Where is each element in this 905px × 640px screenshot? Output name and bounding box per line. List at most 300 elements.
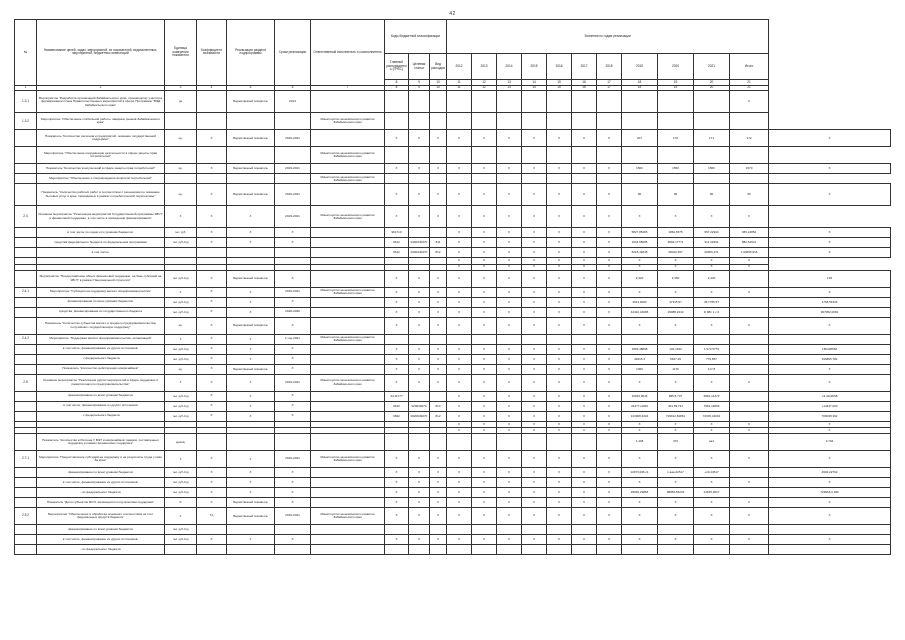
row-year-value: X xyxy=(472,130,497,147)
row-responsible xyxy=(311,535,385,545)
row-year-value xyxy=(769,334,891,344)
row-razdel: X xyxy=(409,498,430,508)
row-program: X xyxy=(227,391,275,401)
row-year-value: X xyxy=(547,307,572,317)
row-year-value: X xyxy=(447,184,472,206)
row-year-value xyxy=(547,334,572,344)
row-coef: X xyxy=(197,411,227,421)
row-coef xyxy=(197,545,227,555)
row-year-value: X xyxy=(497,206,522,228)
row-number: 2.4 xyxy=(15,206,37,228)
row-grbs: X xyxy=(385,206,409,228)
row-year-value: 1570 xyxy=(730,164,769,174)
row-program: Ведомственный показатель xyxy=(227,184,275,206)
row-units: ед. xyxy=(165,317,197,334)
row-year-value: X xyxy=(769,228,891,238)
row-responsible: Министерство экономического развития Забайкальского края xyxy=(311,287,385,297)
row-year-value: X xyxy=(658,478,694,488)
row-task: в том числе, финансирование из других источников: xyxy=(37,344,165,354)
row-year-value xyxy=(622,147,658,164)
row-year-value: X xyxy=(497,401,522,411)
row-year-value: X xyxy=(447,317,472,334)
row-program: X xyxy=(227,287,275,297)
row-year-value: X xyxy=(497,421,522,427)
row-razdel: X xyxy=(409,535,430,545)
row-year-value xyxy=(730,147,769,164)
row-coef xyxy=(197,113,227,130)
row-number xyxy=(15,248,37,258)
row-year-value: X xyxy=(447,488,472,498)
row-year-value: X xyxy=(497,307,522,317)
row-year-value: 28010,457 xyxy=(658,248,694,258)
table-row xyxy=(15,248,891,258)
row-year-value: 1176 xyxy=(658,364,694,374)
row-year-value: 1,448 xyxy=(622,434,658,451)
row-razdel: X xyxy=(409,364,430,374)
row-year-value: X xyxy=(522,401,547,411)
row-coef: X xyxy=(197,364,227,374)
row-year-value: X xyxy=(472,258,497,264)
colnum-20: 20 xyxy=(694,80,730,86)
row-year-value xyxy=(622,113,658,130)
row-year-value xyxy=(597,545,622,555)
row-vid: X xyxy=(430,270,447,287)
row-year-value: X xyxy=(522,427,547,433)
page-number: 42 xyxy=(449,11,456,17)
row-year-value: X xyxy=(597,421,622,427)
row-task: Показатель "Количество рабочих работ в соответствии с решениями по оказанию бытовых услуг в крае, проводимых в рамках потребительской перспективы" xyxy=(37,184,165,206)
header-year-2016: 2016 xyxy=(547,54,572,80)
row-year-value: +9,4112068 xyxy=(769,391,891,401)
row-task: в том числе, финансирование из других источников: xyxy=(37,535,165,545)
row-year-value: X xyxy=(547,374,572,391)
row-year-value: X xyxy=(447,468,472,478)
colnum-16: 16 xyxy=(572,80,597,86)
row-program: X xyxy=(227,354,275,364)
row-year-value: X xyxy=(522,206,547,228)
row-units: тыс. руб./год xyxy=(165,401,197,411)
row-year-value: 1 970 5770 xyxy=(694,344,730,354)
colnum-10b: 10 xyxy=(430,85,447,91)
row-responsible xyxy=(311,401,385,411)
colnum-17: 17 xyxy=(597,80,622,86)
row-program xyxy=(227,147,275,164)
row-term: X xyxy=(275,317,311,334)
row-year-value: X xyxy=(547,184,572,206)
row-year-value: X xyxy=(572,297,597,307)
row-task: Показатель "Доля субъектов МСП, являющихся получателями поддержки" xyxy=(37,498,165,508)
row-year-value: X xyxy=(472,248,497,258)
row-year-value: X xyxy=(522,248,547,258)
row-year-value xyxy=(572,434,597,451)
row-year-value xyxy=(658,174,694,184)
row-year-value: X xyxy=(497,228,522,238)
colnum-11: 11 xyxy=(447,80,472,86)
row-year-value: X xyxy=(497,164,522,174)
row-term: 2019-2021 xyxy=(275,451,311,468)
row-year-value xyxy=(522,525,547,535)
row-year-value: X xyxy=(447,344,472,354)
row-year-value: X xyxy=(597,498,622,508)
row-year-value: X xyxy=(497,411,522,421)
row-year-value xyxy=(597,434,622,451)
table-row xyxy=(15,391,891,401)
table-row xyxy=(15,307,891,317)
row-coef: X xyxy=(197,344,227,354)
row-razdel xyxy=(409,434,430,451)
colnum-8b: 8 xyxy=(385,85,409,91)
row-year-value: X xyxy=(622,535,658,545)
row-responsible xyxy=(311,354,385,364)
row-razdel xyxy=(409,91,430,113)
row-year-value: X xyxy=(522,374,547,391)
colnum-4: 4 xyxy=(197,85,227,91)
row-year-value: X xyxy=(447,391,472,401)
row-units: тыс. руб./год xyxy=(165,238,197,248)
row-number xyxy=(15,364,37,374)
row-year-value: X xyxy=(694,478,730,488)
row-year-value: 171 xyxy=(694,130,730,147)
row-razdel xyxy=(409,334,430,344)
row-year-value: X xyxy=(572,364,597,374)
row-term: 2019-2021 xyxy=(275,130,311,147)
header-responsible: Ответственный исполнитель и соисполнитель xyxy=(311,20,385,86)
row-year-value: X xyxy=(472,287,497,297)
row-year-value: X xyxy=(597,238,622,248)
row-vid: 812 xyxy=(430,248,447,258)
row-units: ед. xyxy=(165,364,197,374)
row-responsible: Министерство экономического развития Забайкальского края xyxy=(311,147,385,164)
row-term: 1 год-2021 xyxy=(275,334,311,344)
row-year-value: X xyxy=(447,427,472,433)
row-program xyxy=(227,545,275,555)
row-vid: X xyxy=(430,468,447,478)
row-year-value: 49315,4 xyxy=(622,354,658,364)
row-year-value: X xyxy=(572,374,597,391)
row-year-value: аа1 xyxy=(694,434,730,451)
row-year-value: 117,8 xyxy=(694,364,730,374)
row-units: тыс. руб./год xyxy=(165,344,197,354)
row-year-value: X xyxy=(547,508,572,525)
table-row xyxy=(15,354,891,364)
colnum-14b: 14 xyxy=(522,85,547,91)
row-vid: X xyxy=(430,535,447,545)
row-task: - с федерального бюджета xyxy=(37,411,165,421)
row-year-value: X xyxy=(522,238,547,248)
row-year-value: X xyxy=(597,427,622,433)
row-term: 2019-2021 xyxy=(275,287,311,297)
row-term: 2019-2021 xyxy=(275,508,311,525)
row-year-value: X xyxy=(522,391,547,401)
row-year-value: X xyxy=(597,317,622,334)
row-year-value xyxy=(522,91,547,113)
row-coef: X xyxy=(197,270,227,287)
row-year-value: X xyxy=(597,488,622,498)
row-year-value: 207 xyxy=(622,130,658,147)
row-grbs: 9612 xyxy=(385,401,409,411)
row-year-value: X xyxy=(622,451,658,468)
table-row xyxy=(15,287,891,297)
row-year-value: X xyxy=(622,317,658,334)
row-year-value xyxy=(547,525,572,535)
row-year-value: X xyxy=(497,354,522,364)
row-year-value: X xyxy=(472,498,497,508)
row-razdel: X xyxy=(409,451,430,468)
row-year-value: X xyxy=(497,287,522,297)
row-responsible xyxy=(311,468,385,478)
row-program: X xyxy=(227,411,275,421)
row-grbs: X xyxy=(385,297,409,307)
row-year-value: X xyxy=(694,508,730,525)
row-coef: X xyxy=(197,307,227,317)
row-year-value: X xyxy=(694,317,730,334)
row-year-value xyxy=(447,113,472,130)
row-year-value: 1500 xyxy=(622,164,658,174)
row-year-value: X xyxy=(447,297,472,307)
row-year-value xyxy=(730,411,769,421)
row-coef: X xyxy=(197,401,227,411)
row-year-value: 186428560 xyxy=(769,344,891,354)
row-number xyxy=(15,525,37,535)
row-year-value: X xyxy=(447,401,472,411)
table-row xyxy=(15,206,891,228)
row-year-value: X xyxy=(547,287,572,297)
row-grbs: X xyxy=(385,307,409,317)
row-year-value xyxy=(658,113,694,130)
row-program: Ведомственный показатель xyxy=(227,91,275,113)
row-responsible xyxy=(311,248,385,258)
row-year-value: X xyxy=(522,164,547,174)
row-year-value: X xyxy=(522,287,547,297)
row-year-value: X xyxy=(769,478,891,488)
row-year-value xyxy=(522,147,547,164)
row-year-value xyxy=(658,525,694,535)
row-number xyxy=(15,164,37,174)
row-units xyxy=(165,545,197,555)
row-year-value: X xyxy=(447,411,472,421)
row-year-value: 907052,0081 xyxy=(769,307,891,317)
row-term: 2019-2021 xyxy=(275,374,311,391)
row-year-value: 491,59,731 xyxy=(658,401,694,411)
row-year-value xyxy=(572,334,597,344)
row-year-value: 779,857 xyxy=(694,354,730,364)
row-year-value xyxy=(730,434,769,451)
row-year-value: 1,94665,916 xyxy=(730,248,769,258)
row-year-value: X xyxy=(497,248,522,258)
row-year-value xyxy=(622,525,658,535)
row-year-value: X xyxy=(497,317,522,334)
row-task: Мероприятие "Субсидии на поддержку малого предпринимательства" xyxy=(37,287,165,297)
row-year-value: X xyxy=(472,401,497,411)
row-year-value: 90 xyxy=(658,184,694,206)
row-year-value xyxy=(769,545,891,555)
row-year-value: X xyxy=(658,206,694,228)
row-term: X xyxy=(275,228,311,238)
row-program xyxy=(227,525,275,535)
row-year-value: X xyxy=(472,354,497,364)
row-units: % xyxy=(165,498,197,508)
row-razdel: 0020049270 xyxy=(409,411,430,421)
row-year-value: X xyxy=(497,468,522,478)
row-number xyxy=(15,401,37,411)
row-razdel xyxy=(409,174,430,184)
row-year-value: X xyxy=(694,287,730,297)
row-responsible xyxy=(311,228,385,238)
row-year-value xyxy=(694,91,730,113)
row-year-value: X xyxy=(572,478,597,488)
header-no: № xyxy=(15,20,37,86)
row-vid: X xyxy=(430,130,447,147)
row-year-value: X xyxy=(694,264,730,270)
row-number xyxy=(15,147,37,164)
row-term: X xyxy=(275,488,311,498)
row-responsible xyxy=(311,344,385,354)
row-grbs: X xyxy=(385,287,409,297)
row-year-value: X xyxy=(572,344,597,354)
row-year-value: X xyxy=(572,391,597,401)
row-year-value: 5827,85465 xyxy=(622,228,658,238)
row-responsible: Министерство экономического развития Забайкальского края xyxy=(311,374,385,391)
row-year-value: 134908,4334 xyxy=(622,411,658,421)
row-year-value: X xyxy=(447,264,472,270)
row-task: средства, финансирование из государственного бюджета xyxy=(37,307,165,317)
row-year-value: X xyxy=(597,206,622,228)
row-number xyxy=(15,317,37,334)
row-year-value: X xyxy=(522,354,547,364)
colnum-19: 19 xyxy=(658,80,694,86)
row-year-value: 44342,44995 xyxy=(622,307,658,317)
row-responsible xyxy=(311,391,385,401)
row-year-value: X xyxy=(658,421,694,427)
row-units: тыс. руб./год xyxy=(165,488,197,498)
row-year-value: 90 xyxy=(694,184,730,206)
row-year-value: X xyxy=(769,374,891,391)
row-term xyxy=(275,434,311,451)
row-year-value: 965,24852 xyxy=(730,228,769,238)
row-year-value: X xyxy=(658,287,694,297)
row-year-value: X xyxy=(472,364,497,374)
row-year-value: X xyxy=(694,421,730,427)
colnum-2: 2 xyxy=(37,85,165,91)
row-year-value: X xyxy=(597,164,622,174)
header-year-2021: 2021 xyxy=(694,54,730,80)
row-year-value xyxy=(622,174,658,184)
row-year-value xyxy=(658,545,694,555)
header-year-2018: 2018 xyxy=(597,54,622,80)
row-year-value xyxy=(622,91,658,113)
row-term: 2018-2020 xyxy=(275,307,311,317)
row-term xyxy=(275,525,311,535)
colnum-18: 18 xyxy=(622,80,658,86)
row-year-value: X xyxy=(572,421,597,427)
row-year-value: X xyxy=(769,164,891,174)
row-year-value: X xyxy=(497,184,522,206)
colnum-8: 8 xyxy=(385,80,409,86)
row-coef: X xyxy=(197,334,227,344)
row-number xyxy=(15,354,37,364)
row-year-value: X xyxy=(572,401,597,411)
row-year-value xyxy=(547,147,572,164)
row-program xyxy=(227,434,275,451)
row-year-value: X xyxy=(572,228,597,238)
row-year-value: X xyxy=(447,270,472,287)
row-year-value: X xyxy=(572,498,597,508)
row-number xyxy=(15,391,37,401)
row-grbs: 9602 xyxy=(385,411,409,421)
row-year-value xyxy=(658,147,694,164)
colnum-11b: 11 xyxy=(447,85,472,91)
colnum-19b: 19 xyxy=(658,85,694,91)
row-term: X xyxy=(275,411,311,421)
row-year-value: X xyxy=(694,427,730,433)
row-grbs xyxy=(385,434,409,451)
row-number xyxy=(15,488,37,498)
row-responsible: Министерство экономического развития Забайкальского края xyxy=(311,113,385,130)
row-grbs xyxy=(385,545,409,555)
row-vid xyxy=(430,174,447,184)
row-number xyxy=(15,238,37,248)
row-razdel: X xyxy=(409,307,430,317)
row-vid: 810 xyxy=(430,401,447,411)
row-vid: 812 xyxy=(430,411,447,421)
row-year-value: X xyxy=(472,270,497,287)
row-grbs: X xyxy=(385,354,409,364)
row-year-value: 5218,41845 xyxy=(622,248,658,258)
row-responsible xyxy=(311,238,385,248)
row-task: в том числе, финансирование из других источников xyxy=(37,401,165,411)
row-year-value: X xyxy=(769,317,891,334)
row-year-value: 1644,55685 xyxy=(622,238,658,248)
row-razdel xyxy=(409,228,430,238)
row-year-value: 21645,4817 xyxy=(694,488,730,498)
row-year-value: X xyxy=(547,206,572,228)
row-year-value xyxy=(730,174,769,184)
row-year-value: X xyxy=(730,287,769,297)
row-year-value: X xyxy=(597,374,622,391)
row-number: 1.3.1 xyxy=(15,91,37,113)
row-year-value: X xyxy=(597,468,622,478)
row-vid: X xyxy=(430,451,447,468)
row-year-value: 72045,44001 xyxy=(694,411,730,421)
header-grbs: Главный распорядитель (ГРБС) xyxy=(385,54,409,80)
row-year-value: 172 xyxy=(730,130,769,147)
row-year-value: X xyxy=(447,130,472,147)
row-razdel: X xyxy=(409,184,430,206)
row-units: тыс. руб./год xyxy=(165,468,197,478)
header-years-group: Значения по годам реализации xyxy=(447,20,769,54)
table-row xyxy=(15,508,891,525)
row-razdel: X xyxy=(409,297,430,307)
row-coef: X xyxy=(197,228,227,238)
row-vid xyxy=(430,147,447,164)
row-year-value: 12973,036 с1 xyxy=(622,468,658,478)
row-year-value: X xyxy=(694,535,730,545)
row-year-value: X xyxy=(730,258,769,264)
table-row xyxy=(15,401,891,411)
row-year-value: X xyxy=(572,270,597,287)
row-units xyxy=(165,147,197,164)
row-grbs: X xyxy=(385,344,409,354)
row-program: X xyxy=(227,478,275,488)
row-program xyxy=(227,248,275,258)
row-year-value xyxy=(730,525,769,535)
row-year-value: X xyxy=(572,206,597,228)
row-year-value xyxy=(694,174,730,184)
row-year-value: X xyxy=(572,258,597,264)
table-row xyxy=(15,364,891,374)
row-grbs: X xyxy=(385,498,409,508)
row-year-value: X xyxy=(522,498,547,508)
